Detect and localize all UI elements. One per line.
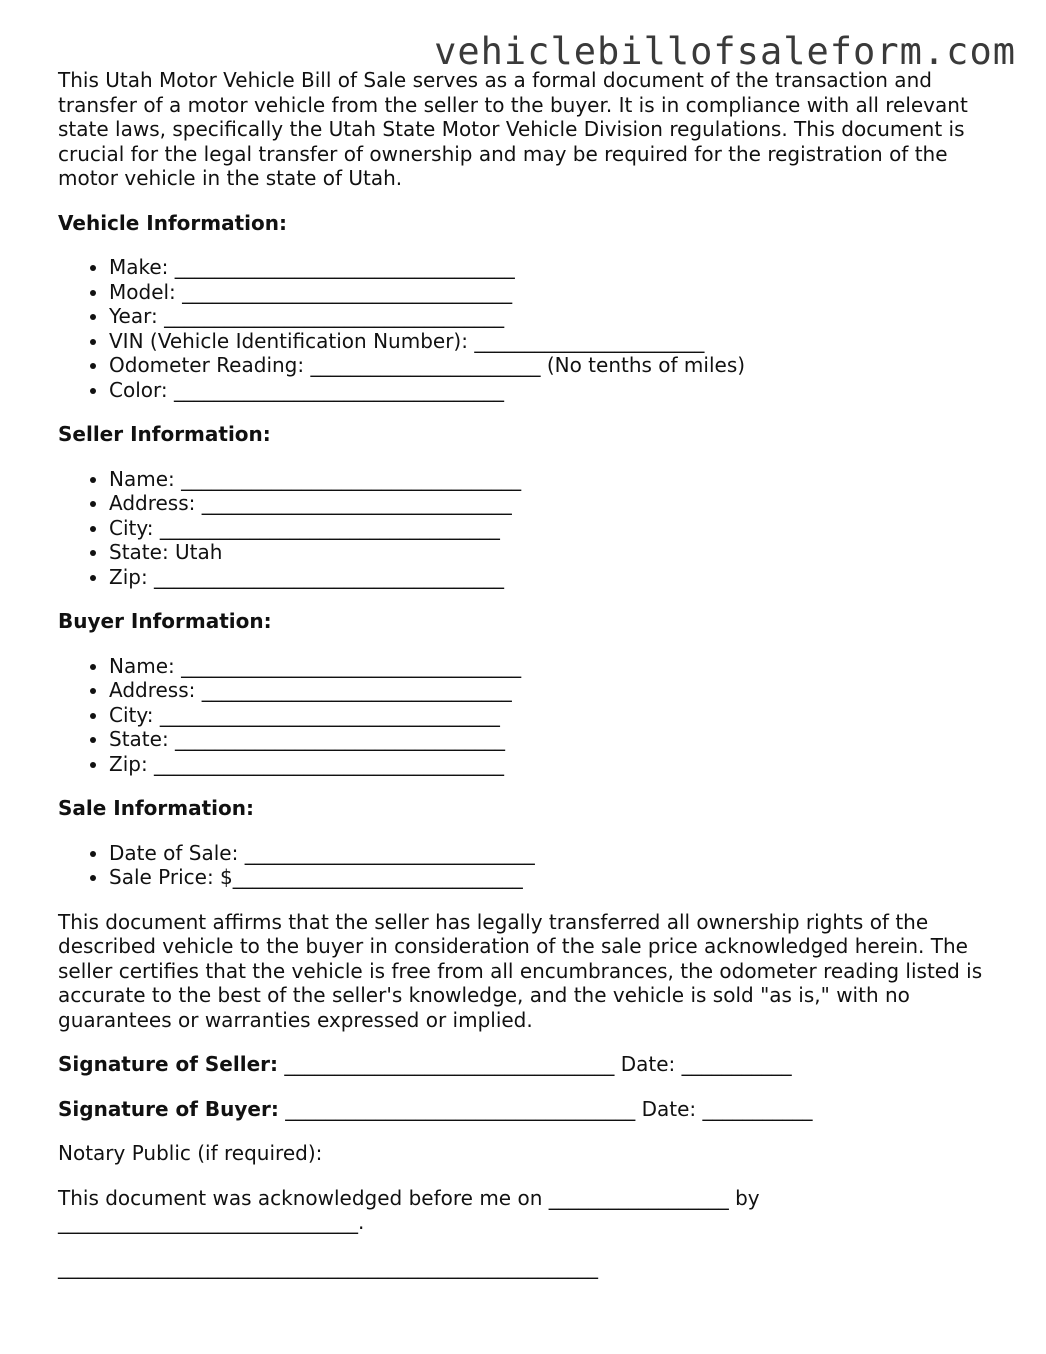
- seller-zip-field[interactable]: • Zip: ___________________________________: [109, 565, 1008, 590]
- buyer-signature-line[interactable]: [58, 1097, 1008, 1122]
- seller-info-heading: Seller Information:: [58, 422, 271, 446]
- sale-info-heading: Sale Information:: [58, 796, 254, 820]
- buyer-zip-field[interactable]: • Zip: ___________________________________: [109, 752, 1008, 777]
- sale-info-list: [58, 841, 1008, 890]
- vehicle-color-field[interactable]: • Color: _________________________________: [109, 378, 1008, 403]
- buyer-address-field[interactable]: • Address: _______________________________: [109, 678, 1008, 703]
- vehicle-vin-field[interactable]: • VIN (Vehicle Identification Number): _______________________: [109, 329, 1008, 354]
- notary-acknowledgement-line-2[interactable]: ______________________________.: [58, 1210, 365, 1234]
- buyer-info-heading: Buyer Information:: [58, 609, 272, 633]
- seller-signature-blanks[interactable]: _________________________________ Date: ___________: [278, 1052, 792, 1076]
- vehicle-odometer-field[interactable]: • Odometer Reading: _______________________ (No tenths of miles): [109, 353, 1008, 378]
- site-watermark: vehiclebillofsaleform.com: [434, 30, 1016, 73]
- notary-signature-line[interactable]: ______________________________________________________: [58, 1254, 598, 1279]
- sale-price-field[interactable]: • Sale Price: $_____________________________: [109, 865, 1008, 890]
- affirmation-paragraph: This document affirms that the seller has legally transferred all ownership rights of the described vehicle to the buyer in consideration of the sale price acknowledged herein. The seller certifies that the vehicle is free from all encumbrances, the odometer reading listed is accurate to the best of the seller's knowledge, and the vehicle is sold "as is," with no guarantees or warranties expressed or implied.: [58, 909, 983, 1032]
- vehicle-info-heading: Vehicle Information:: [58, 210, 287, 235]
- buyer-city-field[interactable]: • City: __________________________________: [109, 703, 1008, 728]
- vehicle-info-list: [58, 255, 1008, 402]
- notary-title: Notary Public (if required):: [58, 1141, 323, 1165]
- vehicle-year-field[interactable]: • Year: __________________________________: [109, 304, 1008, 329]
- bill-of-sale-document: [58, 68, 1008, 1279]
- intro-paragraph: This Utah Motor Vehicle Bill of Sale serves as a formal document of the transaction and transfer of a motor vehicle from the seller to the buyer. It is in compliance with all relevant state laws, specifically the Utah State Motor Vehicle Division regulations. This document is crucial for the legal transfer of ownership and may be required for the registration of the motor vehicle in the state of Utah.: [58, 68, 968, 190]
- seller-state-value: • State: Utah: [109, 540, 1008, 565]
- seller-city-field[interactable]: • City: __________________________________: [109, 516, 1008, 541]
- seller-name-field[interactable]: • Name: __________________________________: [109, 467, 1008, 492]
- seller-signature-line[interactable]: [58, 1052, 1008, 1077]
- seller-signature-label: Signature of Seller:: [58, 1052, 279, 1076]
- vehicle-make-field[interactable]: • Make: __________________________________: [109, 255, 1008, 280]
- buyer-info-list: [58, 654, 1008, 777]
- notary-acknowledgement-line-1[interactable]: This document was acknowledged before me on __________________ by: [58, 1185, 760, 1210]
- vehicle-model-field[interactable]: • Model: _________________________________: [109, 280, 1008, 305]
- buyer-state-field[interactable]: • State: _________________________________: [109, 727, 1008, 752]
- seller-address-field[interactable]: • Address: _______________________________: [109, 491, 1008, 516]
- buyer-signature-blanks[interactable]: ___________________________________ Date: ___________: [278, 1096, 813, 1121]
- buyer-signature-label: Signature of Buyer:: [58, 1096, 279, 1121]
- buyer-name-field[interactable]: • Name: __________________________________: [109, 654, 1008, 679]
- sale-date-field[interactable]: • Date of Sale: _____________________________: [109, 841, 1008, 866]
- seller-info-list: [58, 467, 1008, 590]
